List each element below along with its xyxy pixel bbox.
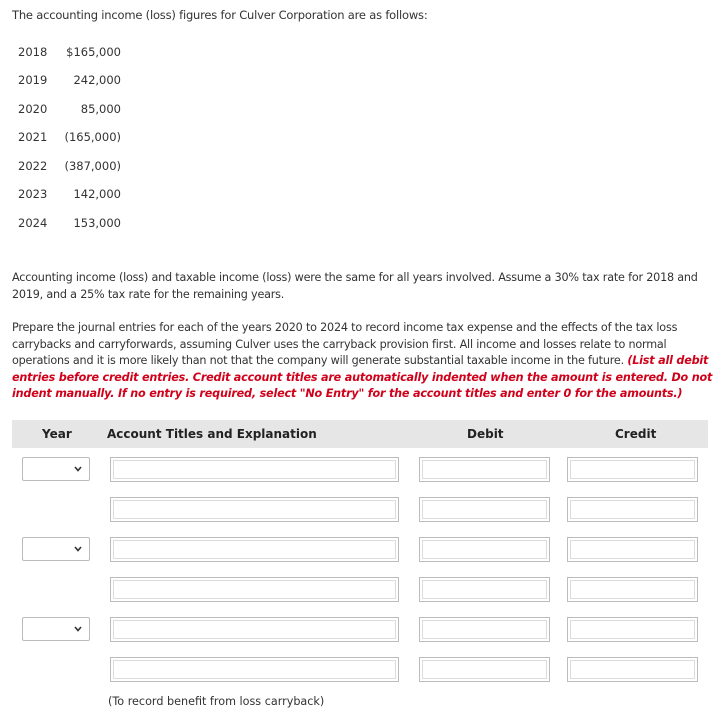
income-amount: (165,000): [64, 130, 121, 144]
question-paragraph: [12, 320, 722, 403]
income-row: [18, 216, 218, 232]
year-select[interactable]: [22, 617, 90, 641]
debit-input[interactable]: [419, 497, 550, 522]
intro-text: The accounting income (loss) figures for Culver Corporation are as follows:: [12, 8, 428, 22]
account-title-input[interactable]: [110, 537, 399, 562]
account-column-header: Account Titles and Explanation: [107, 427, 317, 441]
income-year: 2021: [18, 130, 48, 144]
income-amount: 153,000: [73, 216, 121, 230]
debit-column-header: Debit: [467, 427, 504, 441]
account-title-input[interactable]: [110, 657, 399, 682]
income-year: 2024: [18, 216, 48, 230]
credit-column-header: Credit: [615, 427, 657, 441]
credit-input[interactable]: [567, 497, 698, 522]
income-year: 2018: [18, 45, 48, 59]
account-title-input[interactable]: [110, 497, 399, 522]
entry-explanation: (To record benefit from loss carryback): [108, 695, 325, 708]
income-amount: 242,000: [73, 73, 121, 87]
income-amount: 142,000: [73, 187, 121, 201]
credit-input[interactable]: [567, 577, 698, 602]
income-row: [18, 130, 218, 146]
account-title-input[interactable]: [110, 617, 399, 642]
credit-input[interactable]: [567, 617, 698, 642]
income-row: [18, 45, 218, 61]
year-column-header: Year: [42, 427, 72, 441]
income-row: [18, 102, 218, 118]
income-row: [18, 187, 218, 203]
question-text: Prepare the journal entries for each of the years 2020 to 2024 to record income tax expense and the effects of the tax loss carrybacks and carryforwards, assuming Culver uses the carryback provision first. All income and losses relate to normal operations and it is more likely than not that the company will generate substantial taxable income in the future.: [12, 321, 678, 367]
income-row: [18, 73, 218, 89]
income-row: [18, 159, 218, 175]
income-year: 2019: [18, 73, 48, 87]
debit-input[interactable]: [419, 537, 550, 562]
year-select[interactable]: [22, 537, 90, 561]
debit-input[interactable]: [419, 577, 550, 602]
income-year: 2020: [18, 102, 48, 116]
instructions-text: (List all debit entries before credit entries. Credit account titles are automatically indented when the amount is entered. Do not indent manually. If no entry is required, select "No Entry" for the account titles and enter 0 for the amounts.): [12, 354, 713, 400]
credit-input[interactable]: [567, 457, 698, 482]
assumptions-paragraph: Accounting income (loss) and taxable income (loss) were the same for all years involved. Assume a 30% tax rate for 2018 and 2019, and a 25% tax rate for the remaining years.: [12, 271, 698, 301]
account-title-input[interactable]: [110, 457, 399, 482]
credit-input[interactable]: [567, 537, 698, 562]
income-amount: 85,000: [80, 102, 121, 116]
debit-input[interactable]: [419, 457, 550, 482]
debit-input[interactable]: [419, 657, 550, 682]
income-year: 2023: [18, 187, 48, 201]
debit-input[interactable]: [419, 617, 550, 642]
chevron-down-icon: [73, 542, 83, 556]
income-year: 2022: [18, 159, 48, 173]
credit-input[interactable]: [567, 657, 698, 682]
account-title-input[interactable]: [110, 577, 399, 602]
chevron-down-icon: [73, 462, 83, 476]
year-select[interactable]: [22, 457, 90, 481]
journal-header: [12, 420, 708, 448]
chevron-down-icon: [73, 622, 83, 636]
income-amount: (387,000): [64, 159, 121, 173]
income-amount: $165,000: [66, 45, 121, 59]
